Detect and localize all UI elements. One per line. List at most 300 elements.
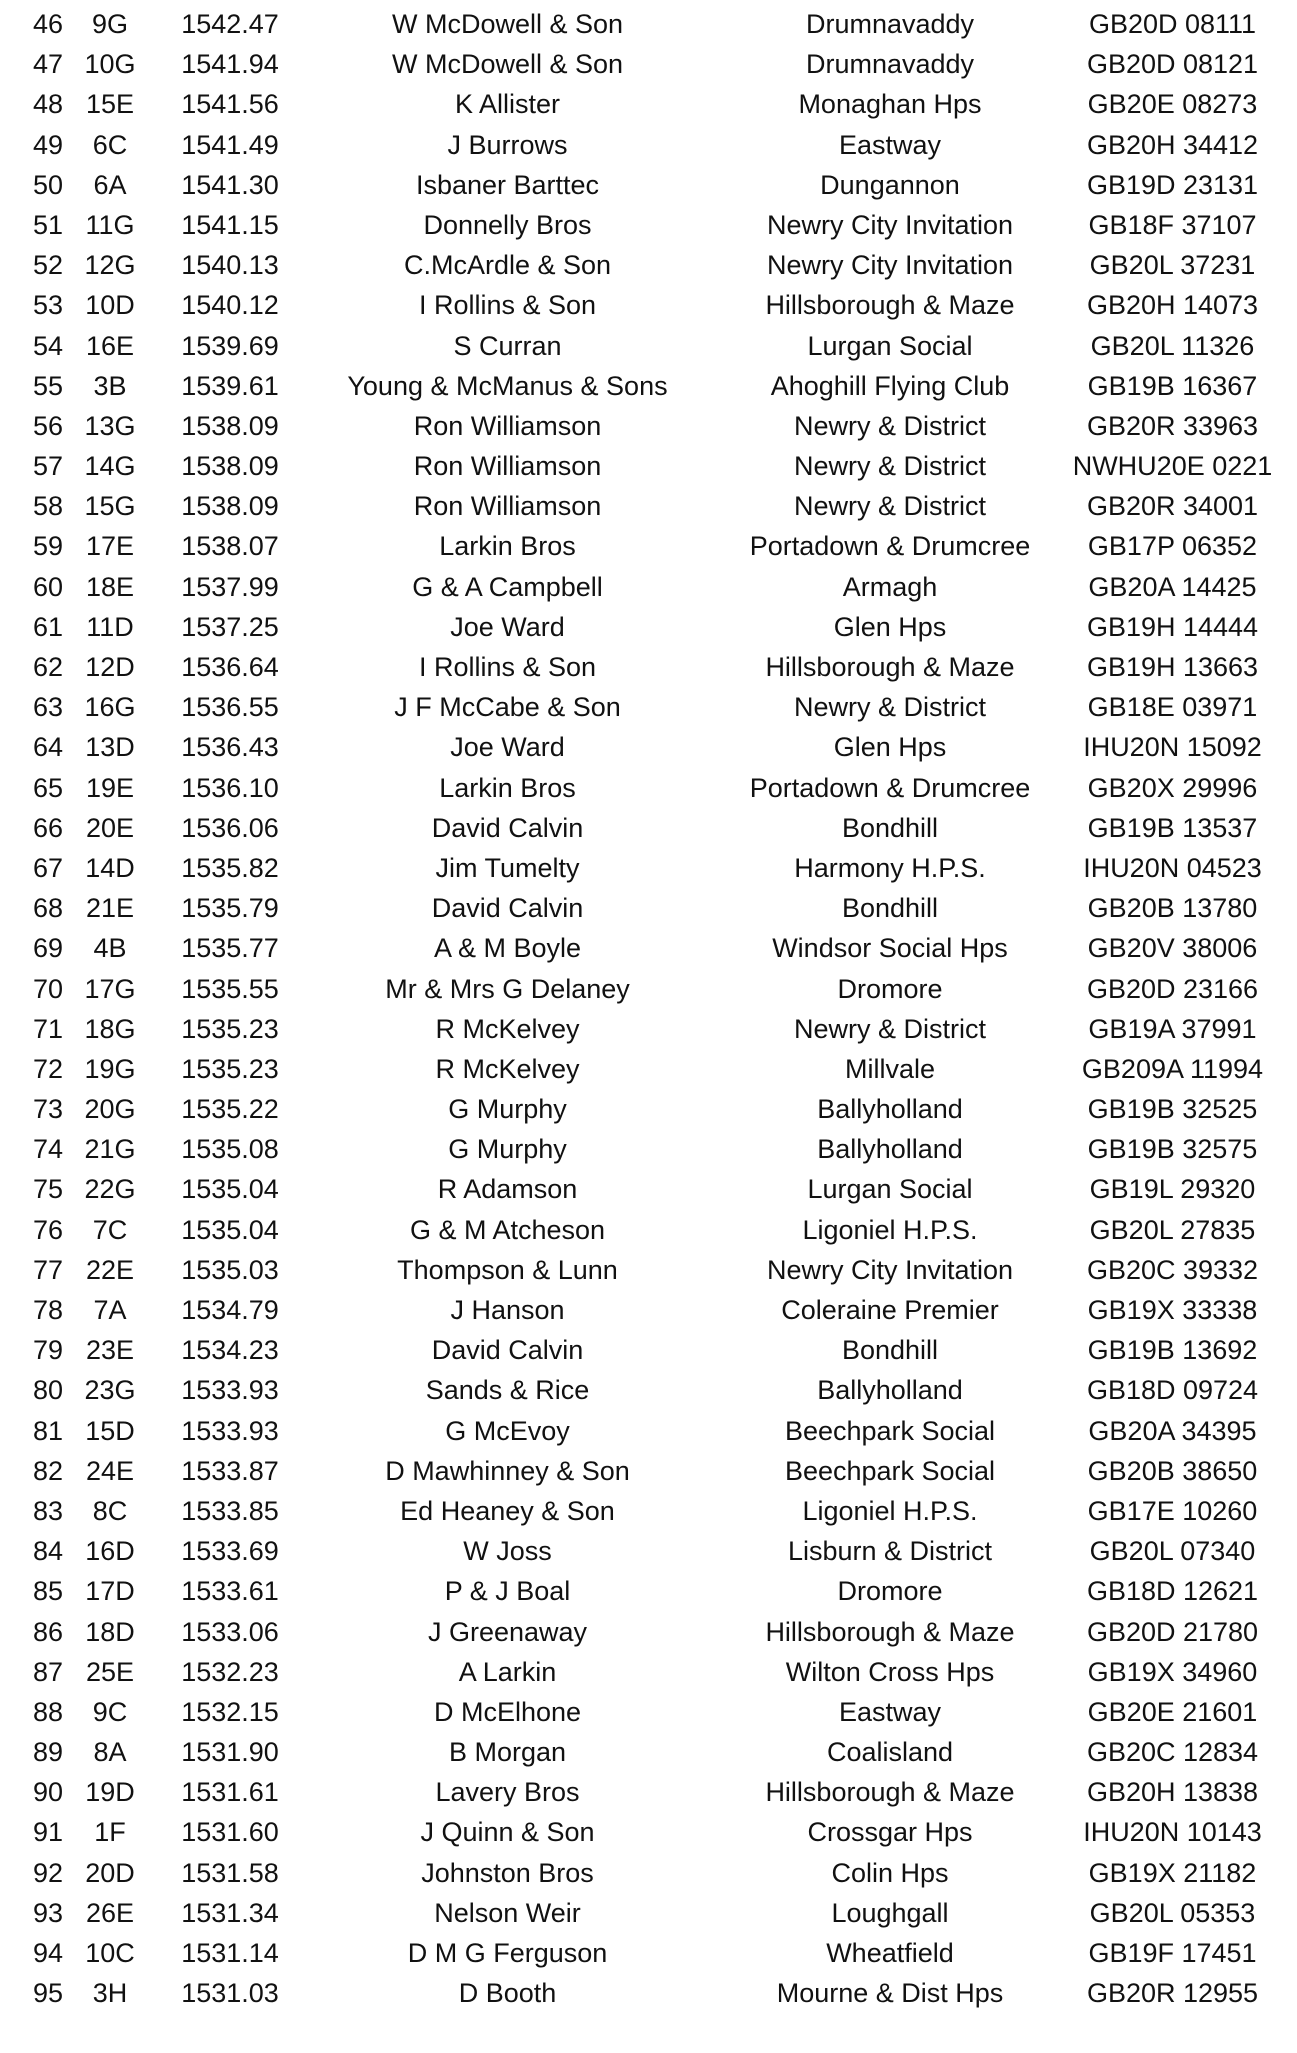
table-row: [0, 1049, 1297, 1089]
name-cell: J Hanson: [450, 1295, 565, 1325]
name-cell: G Murphy: [448, 1134, 567, 1165]
name-cell: Larkin Bros: [439, 531, 576, 562]
position-cell: 60: [32, 571, 64, 602]
ring-number-cell: GB20L 07340: [1089, 1536, 1256, 1567]
club-cell: Eastway: [838, 129, 942, 160]
table-row: [0, 1531, 1297, 1571]
pen-cell: 17G: [84, 973, 136, 1004]
ring-number-cell: GB19X 33338: [1087, 1295, 1258, 1325]
club-cell: Newry & District: [793, 410, 986, 441]
table-row: [0, 1893, 1297, 1933]
pen-cell: 19D: [85, 1777, 135, 1808]
pen-cell: 14G: [84, 451, 136, 482]
name-cell: K Allister: [454, 89, 561, 120]
name-cell: J F McCabe & Son: [394, 692, 621, 723]
table-row: [0, 1169, 1297, 1209]
name-cell: Mr & Mrs G Delaney: [385, 973, 630, 1004]
name-cell: P & J Boal: [444, 1576, 571, 1607]
pen-cell: 15D: [85, 1415, 135, 1446]
name-cell: R McKelvey: [435, 1053, 580, 1084]
pen-cell: 7C: [92, 1214, 128, 1245]
pen-cell: 19E: [85, 772, 135, 803]
table-row: [0, 205, 1297, 245]
velocity-cell: 1532.15: [181, 1696, 279, 1727]
velocity-cell: 1535.82: [181, 852, 279, 883]
table-row: [0, 486, 1297, 526]
ring-number-cell: GB18D 12621: [1086, 1576, 1259, 1607]
ring-number-cell: GB209A 11994: [1081, 1053, 1264, 1084]
table-row: [0, 446, 1297, 486]
table-row: [0, 1370, 1297, 1410]
name-cell: S Curran: [453, 330, 562, 361]
club-cell: Wheatfield: [826, 1938, 954, 1968]
position-cell: 94: [32, 1938, 64, 1968]
name-cell: Nelson Weir: [434, 1897, 581, 1928]
table-row: [0, 1853, 1297, 1893]
pen-cell: 16G: [84, 692, 136, 723]
velocity-cell: 1531.58: [181, 1857, 279, 1888]
pen-cell: 14D: [85, 852, 135, 883]
position-cell: 71: [32, 1013, 64, 1044]
pen-cell: 8A: [93, 1737, 127, 1768]
pen-cell: 25E: [85, 1656, 135, 1687]
club-cell: Newry & District: [793, 491, 986, 522]
table-row: [0, 1089, 1297, 1129]
position-cell: 88: [32, 1696, 64, 1727]
position-cell: 78: [32, 1295, 64, 1325]
table-row: [0, 1571, 1297, 1611]
club-cell: Hillsborough & Maze: [765, 290, 1015, 321]
velocity-cell: 1538.09: [181, 410, 279, 441]
ring-number-cell: GB20D 23166: [1086, 973, 1259, 1004]
velocity-cell: 1541.94: [181, 49, 279, 80]
position-cell: 77: [32, 1254, 64, 1285]
table-row: [0, 888, 1297, 928]
velocity-cell: 1536.55: [181, 692, 279, 723]
ring-number-cell: GB20X 29996: [1087, 772, 1258, 803]
club-cell: Dromore: [837, 1576, 943, 1607]
ring-number-cell: GB20L 11326: [1090, 330, 1255, 361]
name-cell: Joe Ward: [450, 611, 565, 642]
position-cell: 63: [32, 692, 64, 723]
position-cell: 69: [32, 933, 64, 964]
velocity-cell: 1541.49: [181, 129, 279, 160]
club-cell: Glen Hps: [833, 611, 947, 642]
table-row: [0, 808, 1297, 848]
pen-cell: 12G: [84, 250, 136, 281]
club-cell: Wilton Cross Hps: [785, 1656, 995, 1687]
club-cell: Glen Hps: [833, 732, 947, 763]
club-cell: Beechpark Social: [784, 1415, 996, 1446]
pen-cell: 12D: [85, 652, 135, 682]
club-cell: Armagh: [842, 571, 938, 602]
ring-number-cell: IHU20N 10143: [1083, 1817, 1262, 1848]
ring-number-cell: GB20R 12955: [1086, 1978, 1259, 2009]
table-row: [0, 1732, 1297, 1772]
ring-number-cell: GB17E 10260: [1087, 1495, 1258, 1526]
pen-cell: 21G: [84, 1134, 136, 1165]
velocity-cell: 1535.55: [181, 973, 279, 1004]
velocity-cell: 1533.69: [181, 1536, 279, 1567]
table-row: [0, 607, 1297, 647]
name-cell: D M G Ferguson: [407, 1938, 608, 1968]
position-cell: 55: [32, 370, 64, 401]
name-cell: G & A Campbell: [412, 571, 603, 602]
position-cell: 91: [32, 1817, 64, 1848]
club-cell: Windsor Social Hps: [772, 933, 1008, 964]
ring-number-cell: GB20B 13780: [1087, 893, 1258, 924]
club-cell: Newry City Invitation: [766, 209, 1014, 240]
pen-cell: 13D: [85, 732, 135, 763]
position-cell: 84: [32, 1536, 64, 1567]
ring-number-cell: GB20C 39332: [1086, 1254, 1259, 1285]
table-row: [0, 848, 1297, 888]
table-row: [0, 1692, 1297, 1732]
ring-number-cell: GB20R 34001: [1086, 491, 1259, 522]
position-cell: 81: [32, 1415, 64, 1446]
ring-number-cell: GB20B 38650: [1087, 1455, 1258, 1486]
pen-cell: 10G: [84, 49, 136, 80]
table-row: [0, 245, 1297, 285]
velocity-cell: 1540.13: [181, 250, 279, 281]
velocity-cell: 1533.85: [181, 1495, 279, 1526]
table-row: [0, 84, 1297, 124]
table-row: [0, 1652, 1297, 1692]
name-cell: W McDowell & Son: [391, 49, 624, 80]
name-cell: C.McArdle & Son: [403, 250, 612, 281]
club-cell: Lurgan Social: [807, 330, 973, 361]
ring-number-cell: NWHU20E 0221: [1072, 451, 1273, 482]
ring-number-cell: IHU20N 15092: [1083, 732, 1262, 763]
table-row: [0, 1933, 1297, 1973]
velocity-cell: 1533.06: [181, 1616, 279, 1647]
club-cell: Lisburn & District: [787, 1536, 993, 1567]
name-cell: Johnston Bros: [421, 1857, 594, 1888]
pen-cell: 24E: [85, 1455, 135, 1486]
position-cell: 48: [32, 89, 64, 120]
club-cell: Bondhill: [841, 812, 939, 843]
position-cell: 59: [32, 531, 64, 562]
velocity-cell: 1536.64: [181, 652, 279, 682]
table-row: [0, 1491, 1297, 1531]
name-cell: W McDowell & Son: [391, 9, 624, 39]
table-row: [0, 647, 1297, 687]
ring-number-cell: GB19L 29320: [1089, 1174, 1256, 1205]
club-cell: Coleraine Premier: [781, 1295, 999, 1325]
position-cell: 49: [32, 129, 64, 160]
club-cell: Ballyholland: [817, 1094, 963, 1125]
velocity-cell: 1541.56: [181, 89, 279, 120]
name-cell: David Calvin: [431, 1335, 584, 1366]
name-cell: R McKelvey: [435, 1013, 580, 1044]
ring-number-cell: GB20R 33963: [1086, 410, 1259, 441]
club-cell: Portadown & Drumcree: [749, 531, 1031, 562]
table-row: [0, 969, 1297, 1009]
club-cell: Drumnavaddy: [805, 49, 975, 80]
velocity-cell: 1531.60: [181, 1817, 279, 1848]
ring-number-cell: GB19B 32575: [1087, 1134, 1258, 1165]
pen-cell: 8C: [92, 1495, 128, 1526]
name-cell: D Mawhinney & Son: [385, 1455, 630, 1486]
table-row: [0, 1451, 1297, 1491]
ring-number-cell: GB20C 12834: [1086, 1737, 1259, 1768]
table-row: [0, 1129, 1297, 1169]
ring-number-cell: GB20L 05353: [1089, 1897, 1256, 1928]
position-cell: 64: [32, 732, 64, 763]
velocity-cell: 1533.87: [181, 1455, 279, 1486]
ring-number-cell: GB18F 37107: [1088, 209, 1257, 240]
pen-cell: 13G: [84, 410, 136, 441]
name-cell: D Booth: [458, 1978, 557, 2009]
position-cell: 95: [32, 1978, 64, 2009]
name-cell: G Murphy: [448, 1094, 567, 1125]
results-table: [0, 4, 1297, 2013]
velocity-cell: 1534.79: [181, 1295, 279, 1325]
club-cell: Portadown & Drumcree: [749, 772, 1031, 803]
pen-cell: 10C: [85, 1938, 135, 1968]
position-cell: 68: [32, 893, 64, 924]
name-cell: Lavery Bros: [435, 1777, 580, 1808]
velocity-cell: 1531.14: [181, 1938, 279, 1968]
club-cell: Newry & District: [793, 451, 986, 482]
table-row: [0, 1812, 1297, 1852]
ring-number-cell: GB20A 34395: [1088, 1415, 1257, 1446]
table-row: [0, 526, 1297, 566]
name-cell: Sands & Rice: [425, 1375, 590, 1406]
club-cell: Newry & District: [793, 692, 986, 723]
position-cell: 67: [32, 852, 64, 883]
position-cell: 75: [32, 1174, 64, 1205]
position-cell: 79: [32, 1335, 64, 1366]
table-row: [0, 1290, 1297, 1330]
position-cell: 85: [32, 1576, 64, 1607]
pen-cell: 18E: [85, 571, 135, 602]
velocity-cell: 1535.08: [181, 1134, 279, 1165]
pen-cell: 19G: [84, 1053, 136, 1084]
position-cell: 50: [32, 169, 64, 200]
velocity-cell: 1535.04: [181, 1214, 279, 1245]
table-row: [0, 1250, 1297, 1290]
pen-cell: 15G: [84, 491, 136, 522]
club-cell: Loughgall: [831, 1897, 949, 1928]
ring-number-cell: GB19F 17451: [1088, 1938, 1257, 1968]
ring-number-cell: GB20D 21780: [1086, 1616, 1259, 1647]
table-row: [0, 1612, 1297, 1652]
name-cell: David Calvin: [431, 893, 584, 924]
velocity-cell: 1538.09: [181, 491, 279, 522]
position-cell: 72: [32, 1053, 64, 1084]
pen-cell: 6A: [93, 169, 127, 200]
table-row: [0, 4, 1297, 44]
position-cell: 80: [32, 1375, 64, 1406]
position-cell: 51: [32, 209, 64, 240]
pen-cell: 20G: [84, 1094, 136, 1125]
name-cell: W Joss: [463, 1536, 552, 1567]
club-cell: Hillsborough & Maze: [765, 652, 1015, 682]
velocity-cell: 1537.99: [181, 571, 279, 602]
velocity-cell: 1537.25: [181, 611, 279, 642]
velocity-cell: 1536.10: [181, 772, 279, 803]
ring-number-cell: GB20L 37231: [1089, 250, 1256, 281]
velocity-cell: 1539.61: [181, 370, 279, 401]
club-cell: Newry & District: [793, 1013, 986, 1044]
club-cell: Millvale: [844, 1053, 936, 1084]
name-cell: A & M Boyle: [433, 933, 582, 964]
table-row: [0, 567, 1297, 607]
ring-number-cell: GB19B 13537: [1087, 812, 1258, 843]
club-cell: Newry City Invitation: [766, 250, 1014, 281]
table-row: [0, 928, 1297, 968]
position-cell: 89: [32, 1737, 64, 1768]
pen-cell: 3H: [92, 1978, 128, 2009]
pen-cell: 15E: [85, 89, 135, 120]
name-cell: G & M Atcheson: [409, 1214, 606, 1245]
name-cell: D McElhone: [433, 1696, 582, 1727]
name-cell: Isbaner Barttec: [415, 169, 600, 200]
name-cell: A Larkin: [458, 1656, 557, 1687]
name-cell: Thompson & Lunn: [397, 1254, 618, 1285]
position-cell: 82: [32, 1455, 64, 1486]
club-cell: Eastway: [838, 1696, 942, 1727]
velocity-cell: 1535.23: [181, 1053, 279, 1084]
ring-number-cell: GB17P 06352: [1087, 531, 1258, 562]
velocity-cell: 1539.69: [181, 330, 279, 361]
club-cell: Bondhill: [841, 1335, 939, 1366]
ring-number-cell: GB20V 38006: [1087, 933, 1258, 964]
position-cell: 53: [32, 290, 64, 321]
pen-cell: 18D: [85, 1616, 135, 1647]
pen-cell: 18G: [84, 1013, 136, 1044]
table-row: [0, 406, 1297, 446]
velocity-cell: 1533.93: [181, 1415, 279, 1446]
club-cell: Ligoniel H.P.S.: [802, 1495, 978, 1526]
table-row: [0, 687, 1297, 727]
ring-number-cell: GB19B 32525: [1087, 1094, 1258, 1125]
position-cell: 56: [32, 410, 64, 441]
club-cell: Monaghan Hps: [798, 89, 982, 120]
ring-number-cell: GB20A 14425: [1088, 571, 1257, 602]
pen-cell: 26E: [85, 1897, 135, 1928]
name-cell: B Morgan: [448, 1737, 567, 1768]
club-cell: Crossgar Hps: [807, 1817, 973, 1848]
ring-number-cell: GB20D 08121: [1086, 49, 1259, 80]
position-cell: 87: [32, 1656, 64, 1687]
velocity-cell: 1531.90: [181, 1737, 279, 1768]
velocity-cell: 1535.22: [181, 1094, 279, 1125]
position-cell: 83: [32, 1495, 64, 1526]
velocity-cell: 1535.79: [181, 893, 279, 924]
ring-number-cell: GB20E 08273: [1087, 89, 1258, 120]
position-cell: 46: [32, 9, 64, 39]
pen-cell: 23E: [85, 1335, 135, 1366]
position-cell: 86: [32, 1616, 64, 1647]
name-cell: Ron Williamson: [413, 410, 602, 441]
table-row: [0, 326, 1297, 366]
pen-cell: 11G: [85, 209, 135, 240]
position-cell: 66: [32, 812, 64, 843]
name-cell: Joe Ward: [450, 732, 565, 763]
ring-number-cell: GB19B 16367: [1087, 370, 1258, 401]
name-cell: David Calvin: [431, 812, 584, 843]
table-row: [0, 1210, 1297, 1250]
position-cell: 65: [32, 772, 64, 803]
position-cell: 47: [32, 49, 64, 80]
pen-cell: 1F: [94, 1817, 126, 1848]
table-row: [0, 1009, 1297, 1049]
pen-cell: 11D: [86, 611, 134, 642]
position-cell: 74: [32, 1134, 64, 1165]
velocity-cell: 1535.77: [181, 933, 279, 964]
club-cell: Hillsborough & Maze: [765, 1616, 1015, 1647]
table-row: [0, 366, 1297, 406]
position-cell: 62: [32, 652, 64, 682]
club-cell: Ballyholland: [817, 1134, 963, 1165]
pen-cell: 3B: [93, 370, 127, 401]
club-cell: Newry City Invitation: [766, 1254, 1014, 1285]
velocity-cell: 1531.03: [181, 1978, 279, 2009]
ring-number-cell: GB20H 34412: [1086, 129, 1259, 160]
name-cell: J Greenaway: [427, 1616, 588, 1647]
velocity-cell: 1533.61: [181, 1576, 279, 1607]
ring-number-cell: GB19X 34960: [1087, 1656, 1258, 1687]
ring-number-cell: GB19H 14444: [1086, 611, 1259, 642]
club-cell: Bondhill: [841, 893, 939, 924]
position-cell: 73: [32, 1094, 64, 1125]
position-cell: 76: [32, 1214, 64, 1245]
pen-cell: 16D: [85, 1536, 135, 1567]
velocity-cell: 1536.06: [181, 812, 279, 843]
pen-cell: 23G: [84, 1375, 136, 1406]
velocity-cell: 1531.34: [181, 1897, 279, 1928]
position-cell: 52: [32, 250, 64, 281]
club-cell: Lurgan Social: [807, 1174, 973, 1205]
club-cell: Ahoghill Flying Club: [770, 370, 1010, 401]
ring-number-cell: GB20L 27835: [1089, 1214, 1256, 1245]
position-cell: 57: [32, 451, 64, 482]
club-cell: Hillsborough & Maze: [765, 1777, 1015, 1808]
velocity-cell: 1541.15: [181, 209, 279, 240]
ring-number-cell: GB20D 08111: [1088, 9, 1257, 39]
velocity-cell: 1535.04: [181, 1174, 279, 1205]
pen-cell: 21E: [85, 893, 135, 924]
position-cell: 54: [32, 330, 64, 361]
pen-cell: 10D: [85, 290, 135, 321]
velocity-cell: 1535.23: [181, 1013, 279, 1044]
name-cell: Ron Williamson: [413, 491, 602, 522]
table-row: [0, 165, 1297, 205]
velocity-cell: 1534.23: [181, 1335, 279, 1366]
ring-number-cell: GB19H 13663: [1086, 652, 1259, 682]
velocity-cell: 1538.07: [181, 531, 279, 562]
velocity-cell: 1533.93: [181, 1375, 279, 1406]
table-row: [0, 1973, 1297, 2013]
table-row: [0, 285, 1297, 325]
position-cell: 61: [32, 611, 64, 642]
ring-number-cell: GB20E 21601: [1087, 1696, 1258, 1727]
table-row: [0, 44, 1297, 84]
ring-number-cell: GB19X 21182: [1088, 1857, 1257, 1888]
name-cell: Ed Heaney & Son: [400, 1495, 615, 1526]
pen-cell: 20D: [85, 1857, 135, 1888]
club-cell: Dromore: [837, 973, 943, 1004]
club-cell: Beechpark Social: [784, 1455, 996, 1486]
table-row: [0, 727, 1297, 767]
ring-number-cell: GB20H 13838: [1086, 1777, 1259, 1808]
table-row: [0, 1411, 1297, 1451]
ring-number-cell: GB18E 03971: [1087, 692, 1258, 723]
velocity-cell: 1531.61: [181, 1777, 279, 1808]
position-cell: 92: [32, 1857, 64, 1888]
